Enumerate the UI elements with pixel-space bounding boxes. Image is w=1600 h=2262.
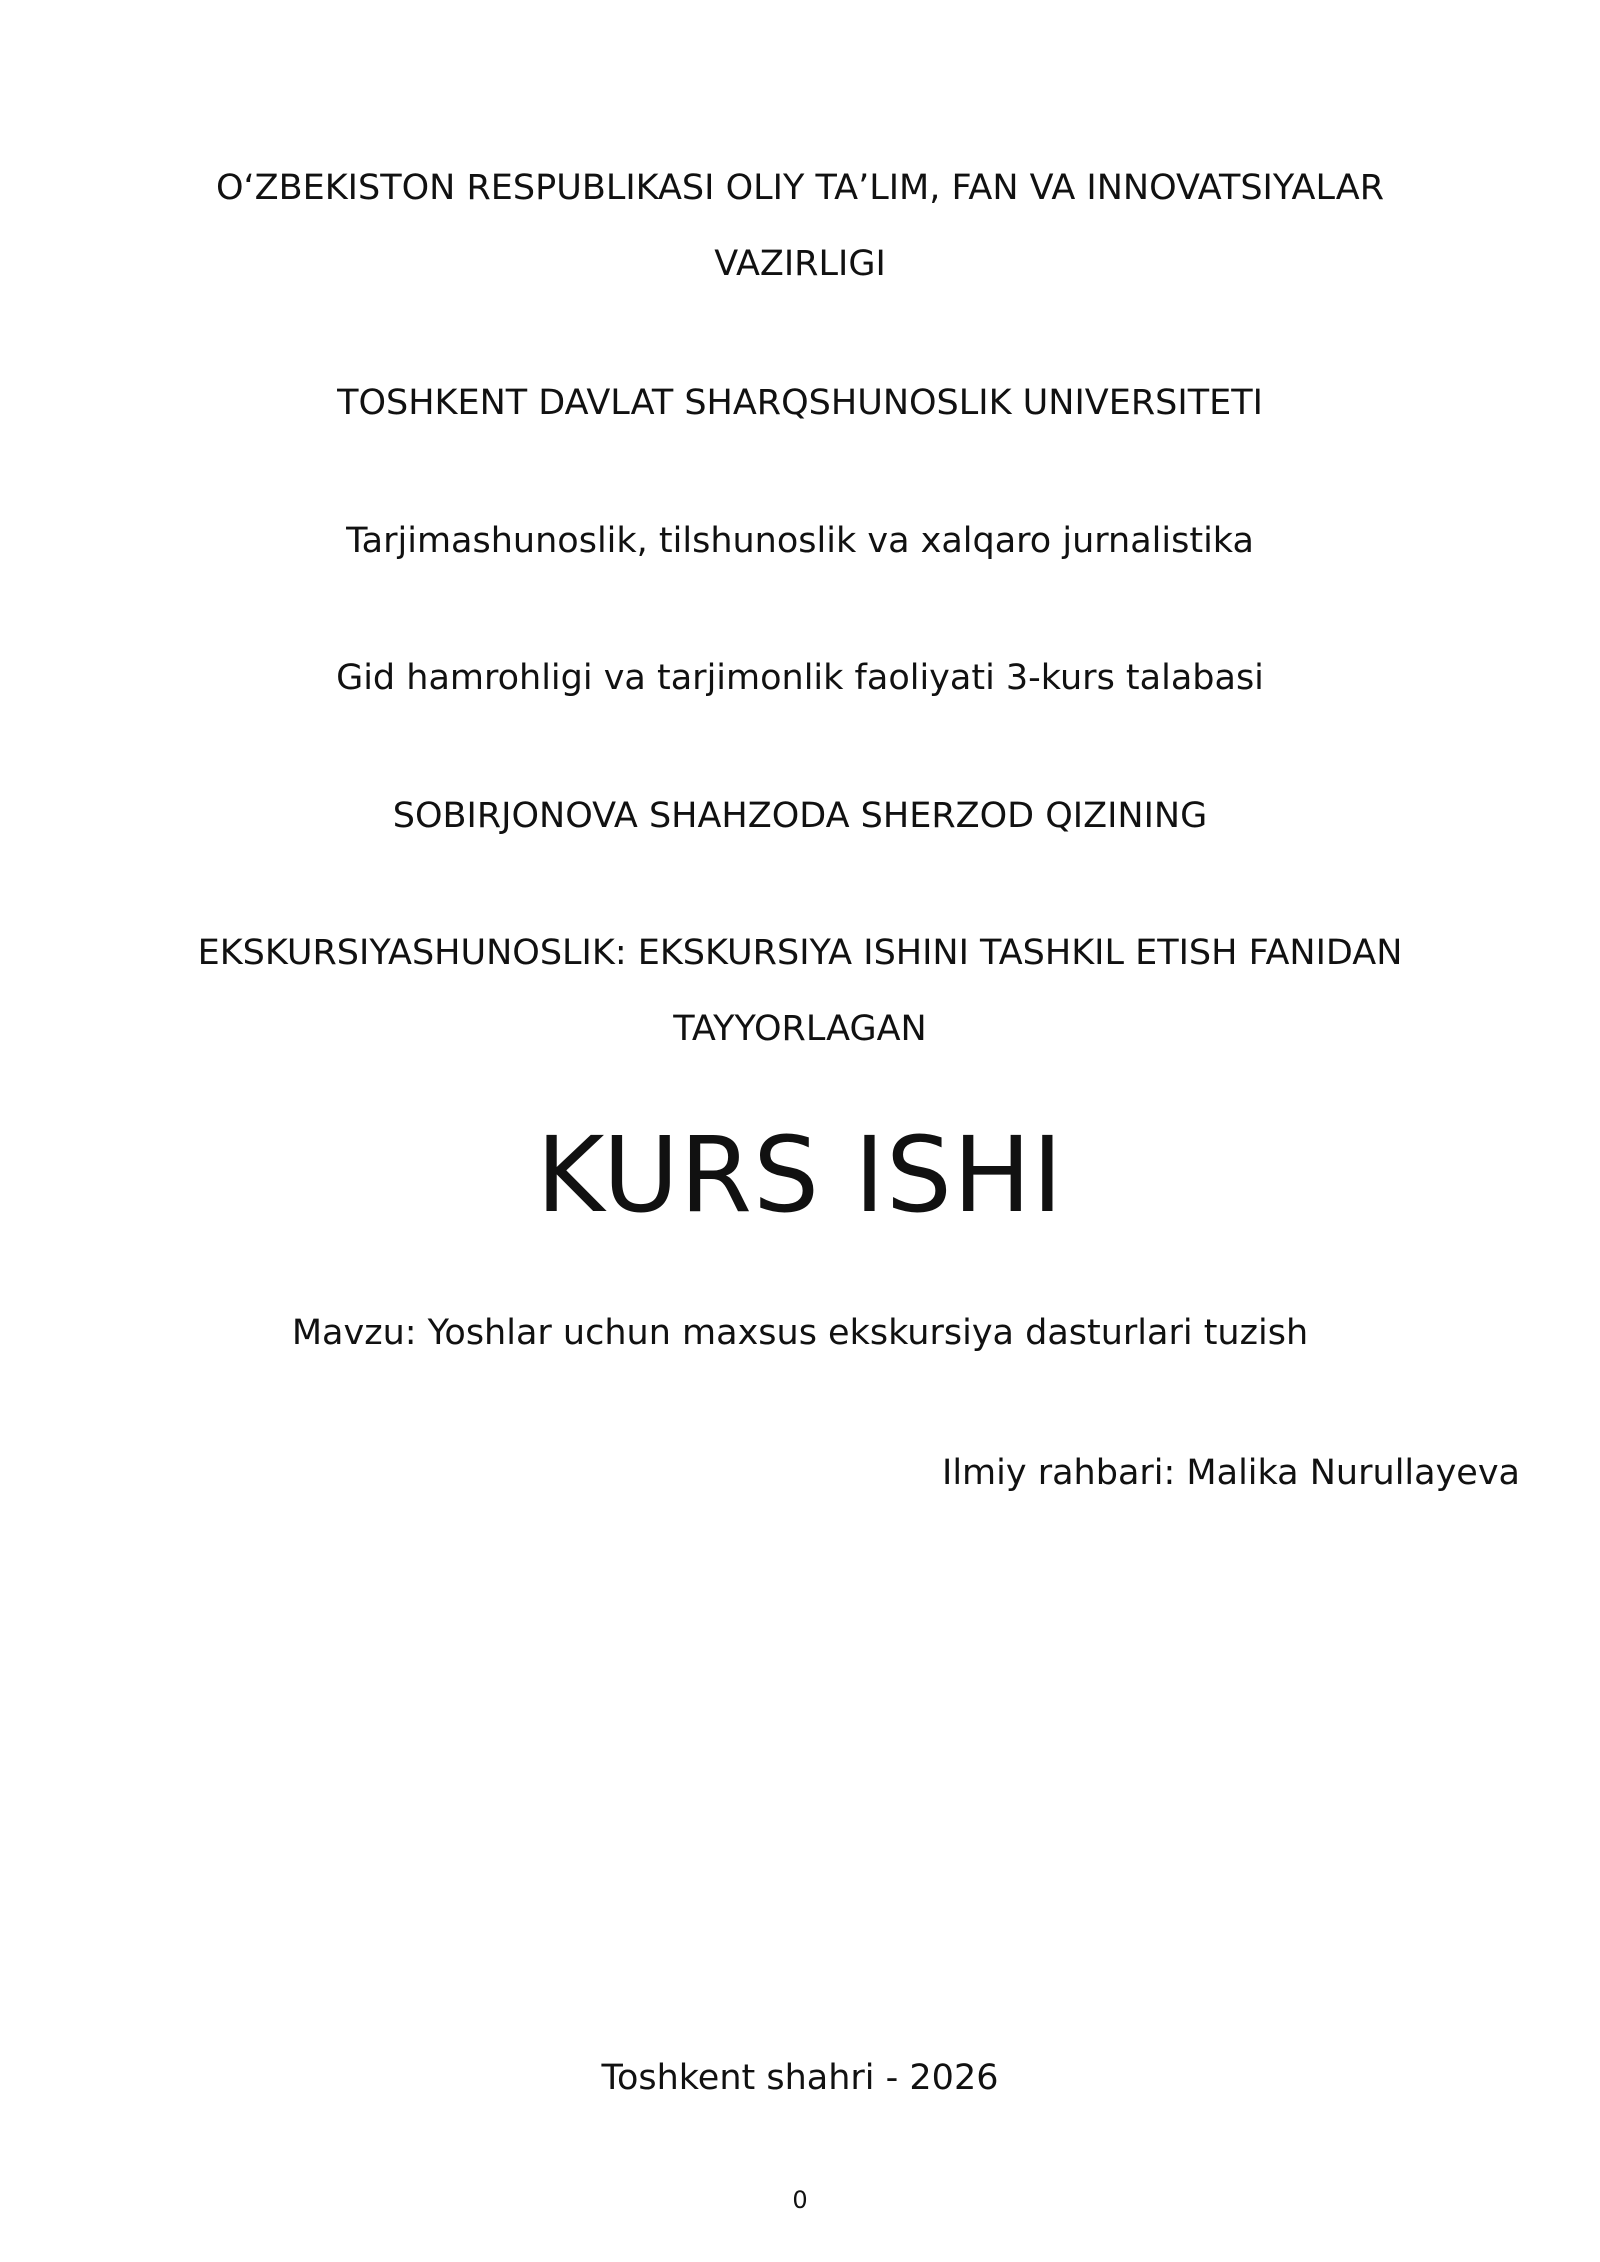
student-info: Gid hamrohligi va tarjimonlik faoliyati 3-kurs talabasi	[336, 658, 1264, 698]
document-title: KURS ISHI	[536, 1114, 1064, 1236]
page-number: 0	[792, 2186, 808, 2214]
university-name: TOSHKENT DAVLAT SHARQSHUNOSLIK UNIVERSITETI	[337, 383, 1263, 423]
student-name: SOBIRJONOVA SHAHZODA SHERZOD QIZINING	[392, 796, 1208, 836]
advisor-line: Ilmiy rahbari: Malika Nurullayeva	[942, 1453, 1520, 1493]
subject-line: EKSKURSIYASHUNOSLIK: EKSKURSIYA ISHINI TASHKIL ETISH FANIDAN TAYYORLAGAN	[197, 933, 1403, 1049]
faculty-name: Tarjimashunoslik, tilshunoslik va xalqaro jurnalistika	[346, 521, 1254, 561]
city-year: Toshkent shahri - 2026	[601, 2058, 999, 2098]
ministry-heading: O‘ZBEKISTON RESPUBLIKASI OLIY TA’LIM, FAN VA INNOVATSIYALAR VAZIRLIGI	[215, 168, 1385, 284]
topic-line: Mavzu: Yoshlar uchun maxsus ekskursiya dasturlari tuzish	[291, 1313, 1309, 1353]
